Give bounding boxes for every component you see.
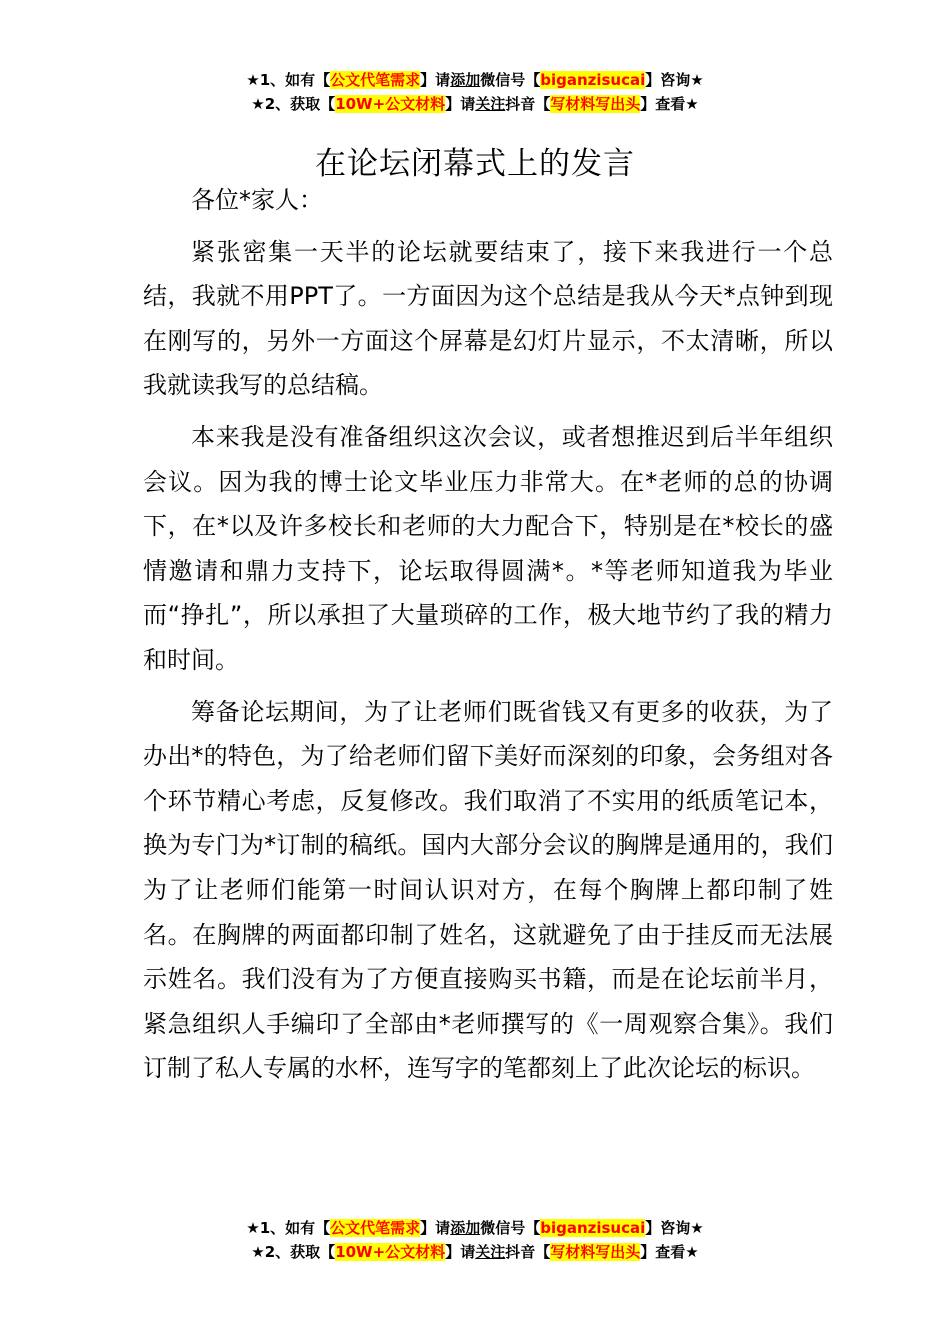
highlight-wechat-id: biganzisucai: [540, 71, 646, 89]
banner-text: 】请: [445, 95, 476, 113]
document-body: [143, 178, 833, 1091]
document-title: 在论坛闭幕式上的发言: [315, 145, 635, 182]
paragraph-3: 筹备论坛期间，为了让老师们既省钱又有更多的收获，为了办出*的特色，为了给老师们留下美好而深刻的印象，会务组对各个环节精心考虑，反复修改。我们取消了不实用的纸质笔记本，换为专门为*订制的稿纸。国内大部分会议的胸牌是通用的，我们为了让老师们能第一时间认识对方，在每个胸牌上都印制了姓名。在胸牌的两面都印制了姓名，这就避免了由于挂反而无法展示姓名。我们没有为了方便直接购买书籍，而是在论坛前半月，紧急组织人手编印了全部由*老师撰写的《一周观察合集》。我们订制了私人专属的水杯，连写字的笔都刻上了此次论坛的标识。: [143, 697, 833, 1083]
banner-text: 微信号【: [480, 71, 541, 89]
highlight-douyin-account: 写材料写出头: [550, 95, 641, 113]
underlined-text: 添加: [450, 71, 481, 89]
footer-banner: [0, 1216, 950, 1264]
paragraph-2: 本来我是没有准备组织这次会议，或者想推迟到后半年组织会议。因为我的博士论文毕业压力非常大。在*老师的总的协调下，在*以及许多校长和老师的大力配合下，特别是在*校长的盛情邀请和鼎力支持下，论坛取得圆满*。*等老师知道我为毕业而“挣扎”，所以承担了大量琐碎的工作，极大地节约了我的精力和时间。: [143, 422, 833, 674]
highlight-service: 公文代笔需求: [330, 1219, 421, 1237]
header-banner: [0, 68, 950, 116]
banner-text: 】查看★: [640, 1243, 699, 1261]
banner-text: ★2、获取【: [251, 95, 336, 113]
highlight-wechat-id: biganzisucai: [540, 1219, 646, 1237]
banner-text: 】请: [420, 71, 451, 89]
highlight-materials: 10W+公文材料: [335, 1243, 446, 1261]
banner-text: 抖音【: [505, 1243, 551, 1261]
banner-text: ★2、获取【: [251, 1243, 336, 1261]
header-banner-line-1: [0, 68, 950, 92]
banner-text: 】查看★: [640, 95, 699, 113]
banner-text: 】咨询★: [645, 1219, 704, 1237]
banner-text: 】请: [420, 1219, 451, 1237]
banner-text: 抖音【: [505, 95, 551, 113]
salutation: 各位*家人：: [191, 186, 323, 214]
highlight-douyin-account: 写材料写出头: [550, 1243, 641, 1261]
banner-text: 微信号【: [480, 1219, 541, 1237]
underlined-text: 关注: [475, 95, 506, 113]
underlined-text: 关注: [475, 1243, 506, 1261]
highlight-service: 公文代笔需求: [330, 71, 421, 89]
underlined-text: 添加: [450, 1219, 481, 1237]
header-banner-line-2: [0, 92, 950, 116]
highlight-materials: 10W+公文材料: [335, 95, 446, 113]
paragraph-1: 紧张密集一天半的论坛就要结束了，接下来我进行一个总结，我就不用PPT了。一方面因为这个总结是我从今天*点钟到现在刚写的，另外一方面这个屏幕是幻灯片显示，不太清晰，所以我就读我写的总结稿。: [143, 237, 833, 400]
banner-text: ★1、如有【: [246, 1219, 331, 1237]
banner-text: 】咨询★: [645, 71, 704, 89]
footer-banner-line-2: [0, 1240, 950, 1264]
banner-text: ★1、如有【: [246, 71, 331, 89]
banner-text: 】请: [445, 1243, 476, 1261]
footer-banner-line-1: [0, 1216, 950, 1240]
